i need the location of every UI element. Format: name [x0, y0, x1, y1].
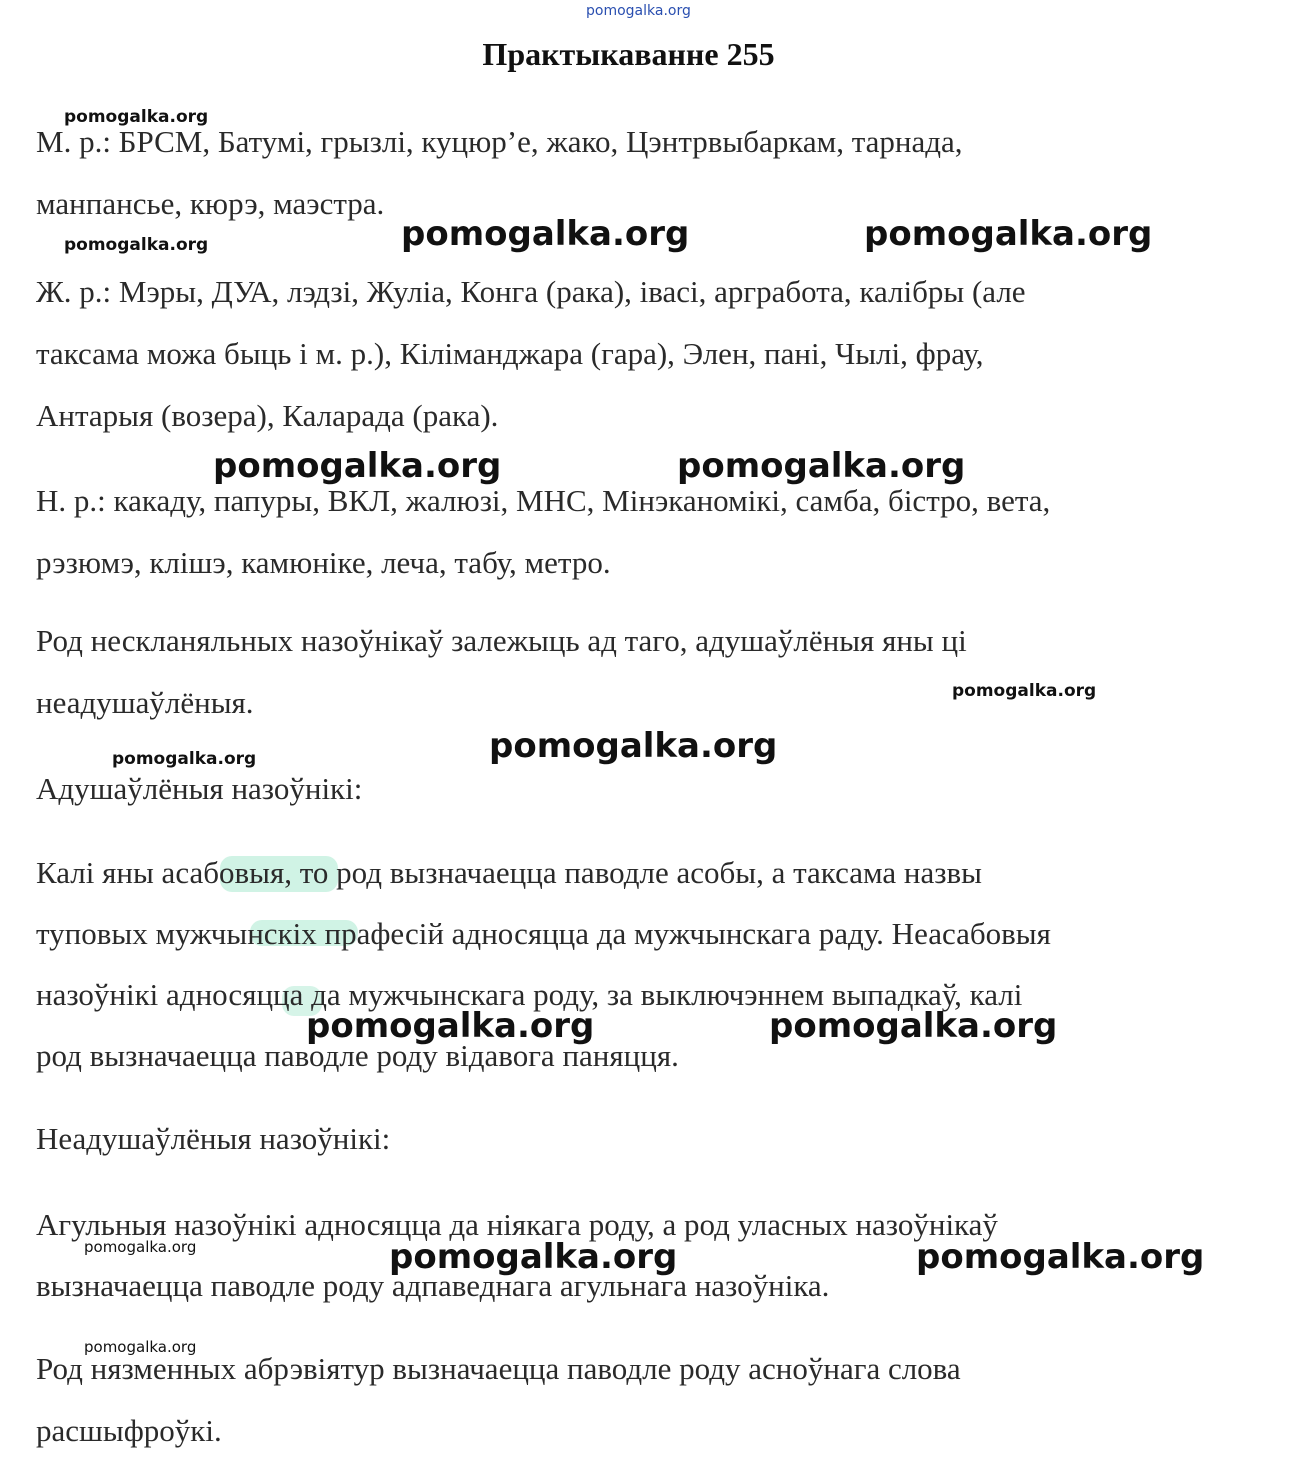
watermark: pomogalka.org: [677, 446, 966, 486]
watermark: pomogalka.org: [952, 681, 1097, 701]
watermark: pomogalka.org: [306, 1006, 595, 1046]
text-line: Калі яны асабовыя, то род вызначаецца паводле асобы, а таксама назвы: [36, 855, 982, 890]
watermark: pomogalka.org: [64, 107, 209, 127]
watermark: pomogalka.org: [916, 1237, 1205, 1277]
watermark: pomogalka.org: [84, 1238, 197, 1256]
watermark: pomogalka.org: [389, 1237, 678, 1277]
text-line: расшыфроўкі.: [36, 1413, 222, 1448]
page-title: Практыкаванне 255: [482, 36, 775, 72]
watermark: pomogalka.org: [112, 749, 257, 769]
watermark: pomogalka.org: [84, 1338, 197, 1356]
text-line: таксама можа быць і м. р.), Кіліманджара (гара), Элен, пані, Чылі, фрау,: [36, 336, 984, 371]
text-line: Род нязменных абрэвіятур вызначаецца паводле роду асноўнага слова: [36, 1351, 961, 1386]
watermark: pomogalka.org: [489, 726, 778, 766]
text-line: М. р.: БРСМ, Батумі, грызлі, куцюр’е, жако, Цэнтрвыбаркам, тарнада,: [36, 124, 963, 159]
watermark: pomogalka.org: [64, 235, 209, 255]
watermark: pomogalka.org: [864, 214, 1153, 254]
text-line: вызначаецца паводле роду адпаведнага агульнага назоўніка.: [36, 1268, 830, 1303]
text-line: Ж. р.: Мэры, ДУА, лэдзі, Жуліа, Конга (рака), івасі, аргработа, калібры (але: [36, 274, 1026, 309]
watermark: pomogalka.org: [213, 446, 502, 486]
text-line: Агульныя назоўнікі адносяцца да ніякага роду, а род уласных назоўнікаў: [36, 1207, 998, 1242]
text-line: манпансье, кюрэ, маэстра.: [36, 186, 385, 221]
text-line: Адушаўлёныя назоўнікі:: [36, 771, 363, 806]
text-line: неадушаўлёныя.: [36, 685, 254, 720]
watermark: pomogalka.org: [769, 1006, 1058, 1046]
watermark: pomogalka.org: [401, 214, 690, 254]
watermark-top: pomogalka.org: [586, 3, 691, 19]
text-line: Род нескланяльных назоўнікаў залежыць ад таго, адушаўлёныя яны ці: [36, 623, 967, 658]
text-line: Антарыя (возера), Каларада (рака).: [36, 398, 499, 433]
text-line: туповых мужчынскіх прафесій адносяцца да мужчынскага раду. Неасабовыя: [36, 916, 1051, 951]
text-line: Неадушаўлёныя назоўнікі:: [36, 1121, 391, 1156]
text-line: Н. р.: какаду, папуры, ВКЛ, жалюзі, МНС, Мінэканомікі, самба, бістро, вета,: [36, 483, 1051, 518]
text-line: рэзюмэ, клішэ, камюніке, леча, табу, метро.: [36, 545, 611, 580]
text-line: назоўнікі адносяцца да мужчынскага роду, за выключэннем выпадкаў, калі: [36, 977, 1023, 1012]
text-line: род вызначаецца паводле роду відавога паняцця.: [36, 1038, 679, 1073]
